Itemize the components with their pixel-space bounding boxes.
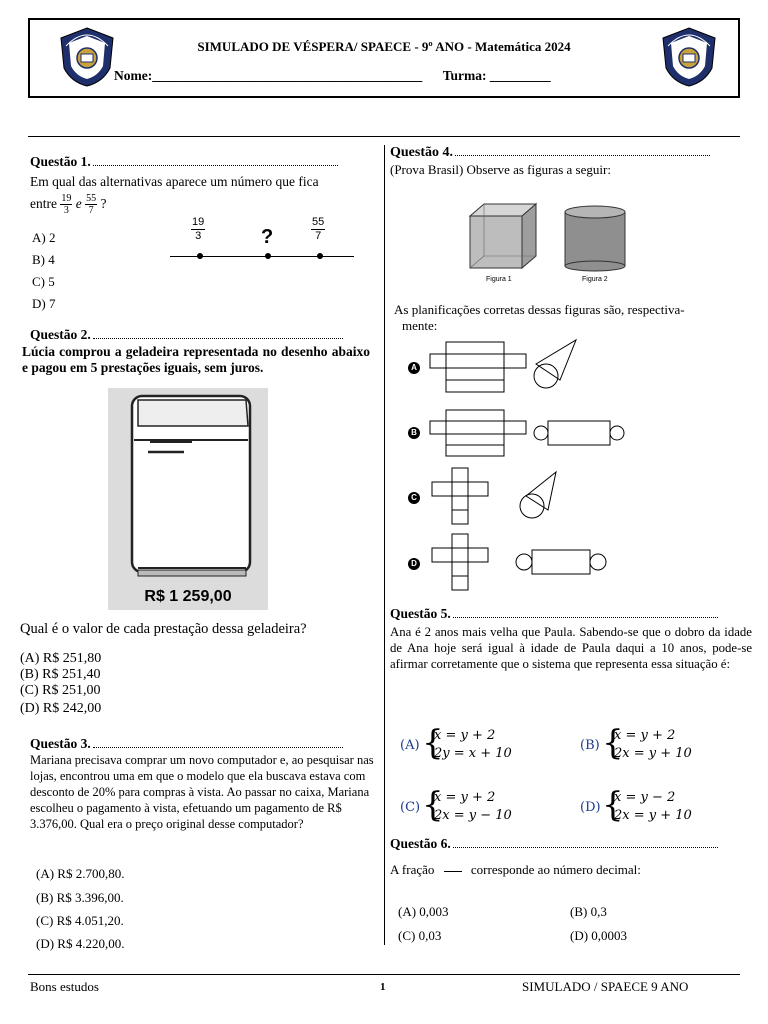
option-b[interactable]: B) 4 — [32, 252, 55, 267]
question-1-stem: Em qual das alternativas aparece um número que fica — [30, 174, 319, 189]
question-4-title: Questão 4. — [390, 145, 710, 161]
name-field[interactable]: ________________________________________ — [152, 68, 423, 83]
option-marker: D — [408, 558, 420, 570]
option-b[interactable]: (B) R$ 3.396,00. — [36, 890, 124, 905]
footer-right: SIMULADO / SPAECE 9 ANO — [522, 979, 689, 994]
option-d[interactable]: D) 7 — [32, 296, 56, 311]
question-4-question-cont: mente: — [402, 318, 438, 333]
student-fields — [114, 68, 551, 84]
option-c[interactable]: C) 5 — [32, 274, 55, 289]
class-label: Turma: — [442, 68, 487, 83]
option-b[interactable]: (B) R$ 251,40 — [20, 667, 101, 682]
option-a[interactable]: (A) R$ 251,80 — [20, 651, 102, 666]
question-4-question: As planificações corretas dessas figuras são, respectiva- — [394, 302, 685, 317]
question-2-question: Qual é o valor de cada prestação dessa geladeira? — [20, 621, 307, 637]
question-2-stem: Lúcia comprou a geladeira representada no desenho abaixo e pagou em 5 prestações iguais, sem juros. — [22, 344, 370, 375]
school-logo — [58, 26, 116, 88]
question-2-title: Questão 2. — [30, 327, 343, 343]
option-d[interactable]: (D) 0,0003 — [570, 928, 628, 943]
option-marker: B — [408, 427, 420, 439]
question-4-stem: (Prova Brasil) Observe as figuras a seguir: — [390, 162, 611, 177]
option-d[interactable]: (D) R$ 4.220,00. — [36, 936, 125, 951]
tick-label-right: $\frac{55}{7}$ — [312, 216, 325, 242]
fraction-bar — [444, 871, 462, 872]
option-marker: A — [408, 362, 420, 374]
option-c[interactable]: (C) 0,03 — [398, 928, 442, 943]
option-d[interactable]: (D) { x = y − 2 2x = y + 10 — [580, 785, 692, 825]
option-marker: C — [408, 492, 420, 504]
option-a[interactable]: A) 2 — [32, 230, 56, 245]
option-c[interactable] — [408, 466, 648, 530]
class-field[interactable]: _________ — [489, 68, 551, 83]
option-a[interactable] — [408, 336, 648, 396]
footer-left: Bons estudos — [30, 979, 99, 994]
figure-1-label: Figura 1 — [486, 276, 512, 283]
footer-divider — [28, 974, 740, 975]
school-logo — [660, 26, 718, 88]
question-6-stem: A fração corresponde ao número decimal: — [390, 862, 641, 877]
refrigerator-image — [108, 388, 268, 610]
solids-figure — [462, 196, 630, 288]
column-divider — [384, 145, 385, 945]
number-line — [170, 216, 354, 262]
option-c[interactable]: (C) R$ 4.051,20. — [36, 913, 124, 928]
question-5-title: Questão 5. — [390, 606, 718, 622]
question-1-interval: entre $\frac{19}{3}$ e $\frac{55}{7}$ ? — [30, 193, 107, 217]
price-tag: R$ 1 259,00 — [144, 588, 232, 605]
option-d[interactable]: (D) R$ 242,00 — [20, 701, 102, 716]
option-b[interactable] — [408, 408, 648, 460]
option-a[interactable]: (A) { x = y + 2 2y = x + 10 — [400, 723, 512, 763]
option-d[interactable] — [408, 532, 648, 596]
option-c[interactable]: (C) { x = y + 2 2x = y − 10 — [400, 785, 512, 825]
name-label: Nome: — [114, 68, 153, 83]
tick-label-left: $\frac{19}{3}$ — [192, 216, 205, 242]
option-a[interactable]: (A) R$ 2.700,80. — [36, 866, 125, 881]
exam-header — [28, 18, 740, 98]
figure-2-label: Figura 2 — [582, 276, 608, 283]
question-5-stem: Ana é 2 anos mais velha que Paula. Sabendo-se que o dobro da idade de Ana hoje será igual à idade de Paula daqui a 10 anos, pode-se afirmar corretamente que o sistema que representa essa situação é: — [390, 625, 752, 671]
question-3-stem: Mariana precisava comprar um novo computador e, ao pesquisar nas lojas, encontrou uma em que o modelo que ela buscava estava com desconto de 20% para compras à vista. Ao passar no caixa, Mariana escolheu o pagamento à vista, efetuando um pagamento de R$ 3.376,00. Qual era o preço original desse computador? — [30, 753, 374, 831]
question-3-title: Questão 3. — [30, 736, 343, 752]
option-a[interactable]: (A) 0,003 — [398, 904, 449, 919]
question-1-title: Questão 1. — [30, 154, 338, 170]
option-b[interactable]: (B) { x = y + 2 2x = y + 10 — [580, 723, 692, 763]
page-number: 1 — [380, 981, 386, 993]
option-c[interactable]: (C) R$ 251,00 — [20, 683, 101, 698]
exam-title: SIMULADO DE VÉSPERA/ SPAECE - 9º ANO - Matemática 2024 — [197, 39, 571, 54]
question-6-title: Questão 6. — [390, 836, 718, 852]
tick-label-unknown: ? — [261, 226, 274, 248]
option-b[interactable]: (B) 0,3 — [570, 904, 607, 919]
divider — [28, 136, 740, 137]
